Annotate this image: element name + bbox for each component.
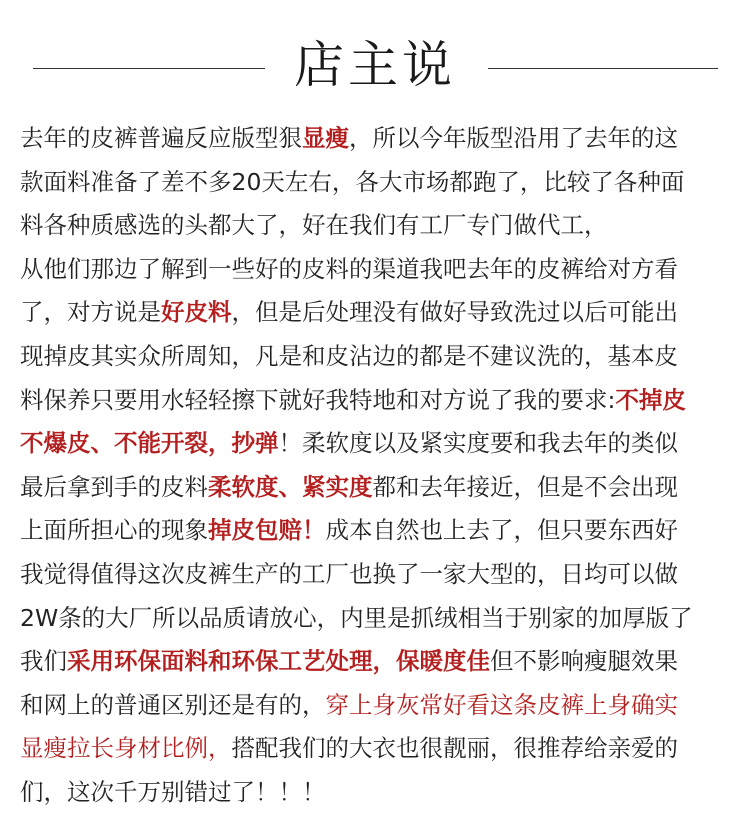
- text-line: [20, 335, 732, 379]
- text-segment: 我们: [20, 647, 67, 676]
- text-line: [20, 161, 732, 205]
- text-line: [20, 291, 732, 335]
- text-line: [20, 509, 732, 553]
- text-segment: 现掉皮其实众所周知，凡是和皮沾边的都是不建议洗的，基本皮: [20, 341, 678, 370]
- highlighted-text: 不爆皮、不能开裂，抄弹: [20, 429, 279, 458]
- text-segment: 2W条的大厂所以品质请放心，内里是抓绒相当于别家的加厚版了: [20, 603, 693, 632]
- text-line: [20, 117, 732, 161]
- highlighted-text: 显瘦拉长身材比例，: [20, 734, 232, 763]
- text-line: [20, 379, 732, 423]
- text-segment: 但不影响瘦腿效果: [490, 647, 678, 676]
- description-text: [20, 117, 732, 815]
- text-segment: 从他们那边了解到一些好的皮料的渠道我吧去年的皮裤给对方看: [20, 254, 678, 283]
- text-line: [20, 684, 732, 728]
- text-line: [20, 771, 732, 815]
- text-line: [20, 640, 732, 684]
- text-segment: 我觉得值得这次皮裤生产的工厂也换了一家大型的，日均可以做: [20, 559, 678, 588]
- highlighted-text: 柔软度、紧实度: [208, 472, 373, 501]
- page-title: 店主说: [294, 36, 456, 94]
- text-segment: 料保养只要用水轻轻擦下就好我特地和对方说了我的要求:: [20, 385, 616, 414]
- text-segment: 们，这次千万别错过了！！！: [20, 777, 326, 806]
- text-segment: 搭配我们的大衣也很靓丽，很推荐给亲爱的: [231, 734, 678, 763]
- text-segment: 都和去年接近，但是不会出现: [372, 472, 678, 501]
- text-line: [20, 597, 732, 641]
- highlighted-text: 掉皮包赔！: [208, 516, 326, 545]
- text-segment: 去年的皮裤普遍反应版型狠: [20, 124, 302, 152]
- highlighted-text: 不掉皮: [615, 385, 686, 414]
- text-segment: ，但是后处理没有做好导致洗过以后可能出: [231, 298, 678, 327]
- text-line: [20, 204, 732, 248]
- text-line: [20, 553, 732, 597]
- text-segment: 上面所担心的现象: [20, 516, 208, 545]
- text-segment: ，所以今年版型沿用了去年的这: [349, 124, 678, 152]
- text-line: [20, 727, 732, 771]
- text-segment: ！柔软度以及紧实度要和我去年的类似: [278, 429, 678, 458]
- text-segment: 和网上的普通区别还是有的，: [20, 690, 326, 719]
- text-segment: 款面料准备了差不多20天左右，各大市场都跑了，比较了各种面: [20, 167, 685, 196]
- text-segment: 最后拿到手的皮料: [20, 472, 208, 501]
- text-segment: 成本自然也上去了，但只要东西好: [325, 516, 678, 545]
- highlighted-text: 穿上身灰常好看这条皮裤上身确实: [325, 690, 678, 719]
- title-rule-right: [488, 68, 718, 69]
- text-segment: 了，对方说是: [20, 298, 161, 327]
- highlighted-text: 显瘦: [302, 124, 349, 152]
- text-line: [20, 466, 732, 510]
- text-line: [20, 248, 732, 292]
- text-segment: 料各种质感选的头都大了，好在我们有工厂专门做代工，: [20, 211, 608, 240]
- highlighted-text: 采用环保面料和环保工艺处理，保暖度佳: [67, 647, 490, 676]
- highlighted-text: 好皮料: [161, 298, 232, 327]
- header: [0, 0, 750, 100]
- text-line: [20, 422, 732, 466]
